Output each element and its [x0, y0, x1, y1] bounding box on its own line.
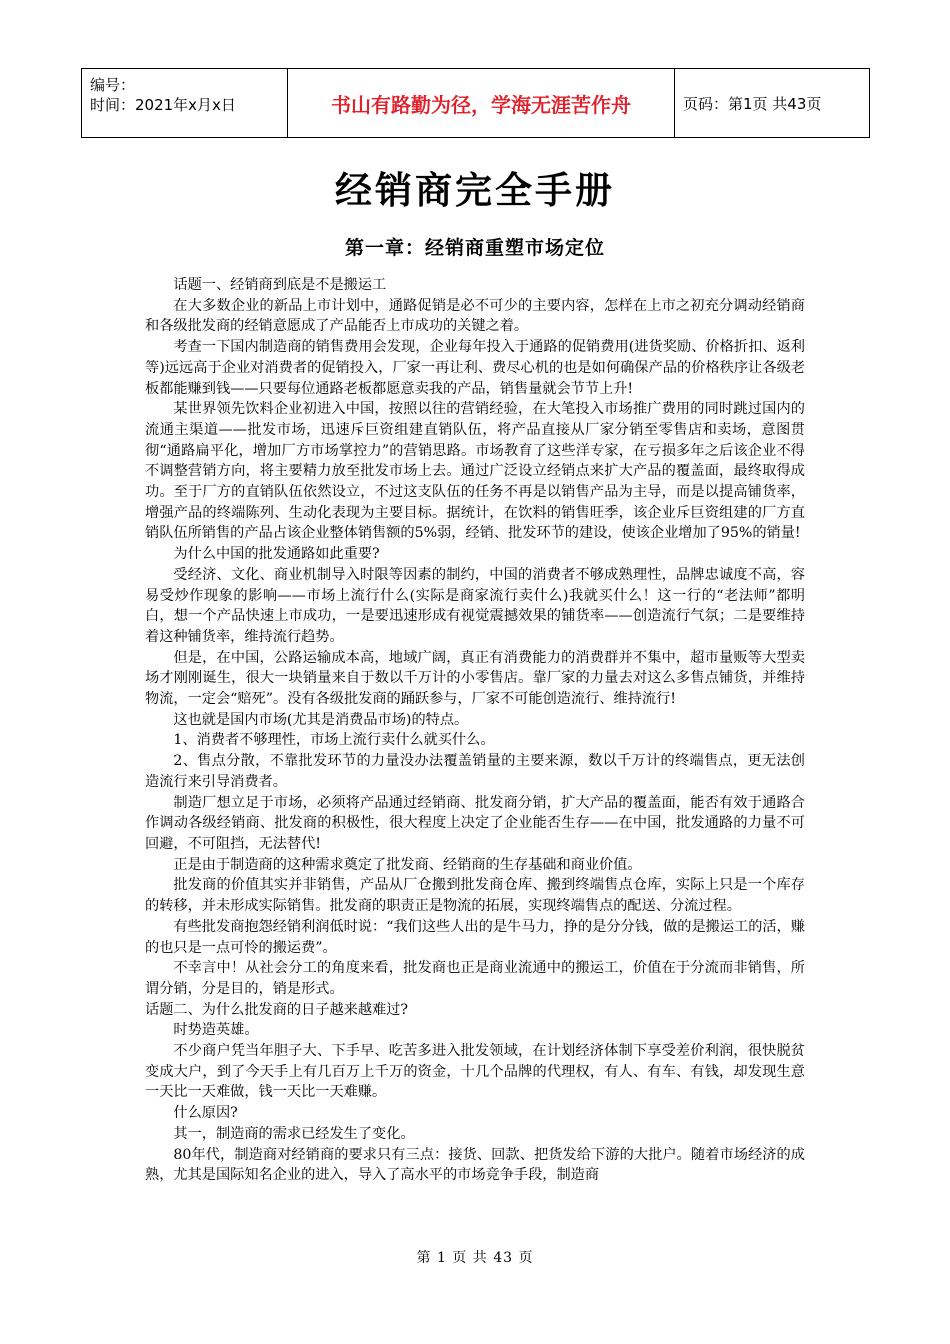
paragraph: 有些批发商抱怨经销利润低时说：“我们这些人出的是牛马力，挣的是分分钱，做的是搬运工的活，赚的也只是一点可怜的搬运费”。 — [145, 918, 805, 956]
header-meta-cell — [82, 69, 288, 138]
number-label: 编号： — [90, 76, 136, 94]
paragraph: 批发商的价值其实并非销售，产品从厂仓搬到批发商仓库、搬到终端售点仓库，实际上只是一个库存的转移，并未形成实际销售。批发商的职责正是物流的拓展，实现终端售点的配送、分流过程。 — [145, 877, 805, 915]
paragraph: 时势造英雄。 — [173, 1022, 259, 1039]
paragraph: 2、售点分散，不靠批发环节的力量没办法覆盖销量的主要来源，数以千万计的终端售点，更无法创造流行来引导消费者。 — [145, 753, 805, 790]
time-label: 时间：2021年x月x日 — [90, 96, 236, 114]
paragraph: 1、消费者不够理性，市场上流行卖什么就买什么。 — [173, 732, 495, 749]
paragraph: 这也就是国内市场(尤其是消费品市场)的特点。 — [173, 711, 469, 728]
paragraph: 其一，制造商的需求已经发生了变化。 — [173, 1125, 415, 1142]
paragraph: 为什么中国的批发通路如此重要? — [173, 546, 380, 563]
page-footer: 第 1 页 共 43 页 — [416, 1250, 534, 1266]
section-heading: 话题二、为什么批发商的日子越来越难过? — [145, 1001, 408, 1018]
paragraph: 不幸言中！从社会分工的角度来看，批发商也正是商业流通中的搬运工，价值在于分流而非销售，所谓分销，分是目的，销是形式。 — [145, 960, 805, 997]
paragraph: 制造厂想立足于市场，必须将产品通过经销商、批发商分销，扩大产品的覆盖面，能否有效于通路合作调动各级经销商、批发商的积极性，很大程度上决定了企业能否生存——在中国，批发通路的力量不可回避，不可阻挡，无法替代! — [145, 794, 805, 852]
paragraph: 不少商户凭当年胆子大、下手早、吃苦多进入批发领域，在计划经济体制下享受差价利润，很快脱贫变成大户，到了今天手上有几百万上千万的资金，十几个品牌的代理权，有人、有车、有钱，却发现生意一天比一天难做，钱一天比一天难赚。 — [145, 1043, 805, 1101]
motto-text: 书山有路勤为径，学海无涯苦作舟 — [288, 69, 675, 138]
paragraph: 受经济、文化、商业机制导入时限等因素的制约，中国的消费者不够成熟理性，品牌忠诚度不高，容易受炒作现象的影响——市场上流行什么(实际是商家流行卖什么)我就买什么！这一行的“老法师”都明白，想一个产品快速上市成功，一是要迅速形成有视觉震撼效果的铺货率——创造流行气氛；二是要维持着这种铺货率，维持流行趋势。 — [145, 566, 805, 645]
paragraph: 话题一、经销商到底是不是搬运工 — [173, 277, 387, 293]
chapter-heading: 第一章：经销商重塑市场定位 — [344, 237, 605, 259]
paragraph: 在大多数企业的新品上市计划中，通路促销是必不可少的主要内容，怎样在上市之初充分调动经销商和各级批发商的经销意愿成了产品能否上市成功的关键之着。 — [145, 297, 805, 335]
paragraph: 什么原因? — [173, 1105, 238, 1122]
paragraph: 正是由于制造商的这种需求奠定了批发商、经销商的生存基础和商业价值。 — [173, 856, 642, 873]
paragraph: 某世界领先饮料企业初进入中国，按照以往的营销经验，在大笔投入市场推广费用的同时跳过国内的流通主渠道——批发市场，迅速斥巨资组建直销队伍，将产品直接从厂家分销至零售店和卖场，意图贯彻“通路扁平化，增加厂方市场掌控力”的营销思路。市场教育了这些洋专家，在亏损多年之后该企业不得不调整营销方向，将主要精力放至批发市场上去。通过广泛设立经销点来扩大产品的覆盖面，最终取得成功。至于厂方的直销队伍依然设立，不过这支队伍的任务不再是以销售产品为主导，而是以提高铺货率，增强产品的终端陈列、生动化表现为主要目标。据统计，在饮料的销售旺季，该企业斥巨资组建的厂方直销队伍所销售的产品占该企业整体销售额的5%弱，经销、批发环节的建设，使该企业增加了95%的销量! — [145, 401, 805, 542]
body-text — [145, 275, 805, 1186]
paragraph: 但是，在中国，公路运输成本高，地域广阔，真正有消费能力的消费群并不集中，超市量贩等大型卖场才刚刚诞生，很大一块销量来自于数以千万计的小零售店。靠厂家的力量去对这么多售点铺货，并维持物流，一定会“赔死”。没有各级批发商的踊跃参与，厂家不可能创造流行、维持流行! — [145, 649, 805, 708]
paragraph: 80年代，制造商对经销商的要求只有三点：接货、回款、把货发给下游的大批户。随着市场经济的成熟，尤其是国际知名企业的进入，导入了高水平的市场竞争手段，制造商 — [145, 1146, 805, 1184]
page-info: 页码：第1页 共43页 — [675, 69, 870, 138]
document-title: 经销商完全手册 — [335, 169, 615, 212]
document-header — [81, 68, 870, 138]
paragraph: 考查一下国内制造商的销售费用会发现，企业每年投入于通路的促销费用(进货奖励、价格折扣、返利等)远远高于企业对消费者的促销投入，厂家一再让利、费尽心机的也是如何确保产品的价格秩序让各级老板都能赚到钱——只要每位通路老板都愿意卖我的产品，销售量就会节节上升! — [145, 339, 805, 397]
